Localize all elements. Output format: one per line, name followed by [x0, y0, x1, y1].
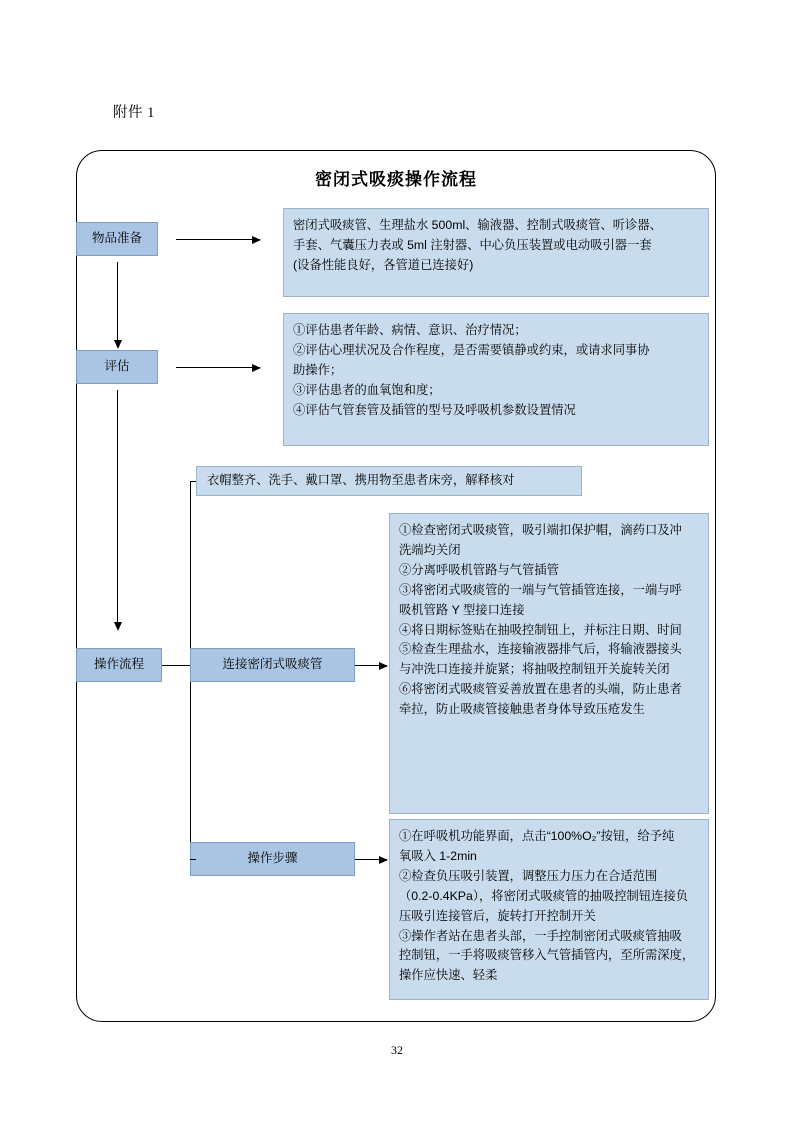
node-connect-tube: [190, 648, 355, 682]
steps-detail-line-1: 氧吸入 1-2min: [399, 848, 477, 863]
node-procedure-flow: [76, 648, 162, 682]
supplies-detail-line-0: 密闭式吸痰管、生理盐水 500ml、输液器、控制式吸痰管、听诊器、: [293, 218, 662, 232]
arrow-connect-to-detail: [355, 665, 387, 666]
steps-detail-line-7: 操作应快速、轻柔: [399, 968, 498, 983]
node-assessment: [76, 350, 158, 384]
node-steps: [190, 842, 355, 876]
node-steps-label: 操作步骤: [247, 851, 298, 866]
node-assessment-label: 评估: [104, 359, 130, 374]
arrow-assessment-to-procedure: [117, 390, 118, 622]
node-supplies: [76, 222, 158, 256]
supplies-detail-line-1: 手套、气囊压力表或 5ml 注射器、中心负压装置或电动吸引器一套: [293, 237, 652, 252]
connect-detail-line-0: ①检查密闭式吸痰管，吸引端扣保护帽，滴药口及冲: [399, 523, 682, 537]
node-connect-tube-label: 连接密闭式吸痰管: [222, 657, 323, 672]
steps-detail-line-4: 压吸引连接管后，旋转打开控制开关: [399, 908, 596, 923]
arrow-supplies-to-assessment: [117, 262, 118, 340]
connect-detail-line-2: ②分离呼吸机管路与气管插管: [399, 562, 559, 577]
steps-detail-line-6: 控制钮，一手将吸痰管移入气管插管内，至所需深度，: [399, 948, 695, 963]
prep-note-label: 衣帽整齐、洗手、戴口罩、携用物至患者床旁，解释核对: [207, 473, 515, 488]
assessment-detail-line-3: ③评估患者的血氧饱和度；: [293, 382, 441, 397]
arrow-assessment-to-detail: [176, 367, 260, 368]
connect-detail-line-7: 与冲洗口连接并旋紧；将抽吸控制钮开关旋转关闭: [399, 662, 670, 677]
connect-detail-line-3: ③将密闭式吸痰管的一端与气管插管连接，一端与呼: [399, 582, 682, 597]
connector-spine-to-steps: [190, 859, 196, 860]
prep-note-box: [196, 466, 582, 496]
assessment-detail-line-2: 助操作；: [293, 362, 343, 377]
assessment-detail-line-4: ④评估气管套管及插管的型号及呼吸机参数设置情况: [293, 402, 576, 417]
connect-detail-line-4: 吸机管路 Y 型接口连接: [399, 602, 525, 617]
node-procedure-flow-label: 操作流程: [93, 657, 144, 672]
connect-detail-line-9: 牵拉，防止吸痰管接触患者身体导致压疮发生: [399, 702, 645, 717]
connect-detail-line-1: 洗端均关闭: [399, 542, 461, 557]
page-title: 密闭式吸痰操作流程: [315, 170, 477, 189]
connect-detail-box: [389, 513, 709, 814]
connect-detail-line-8: ⑥将密闭式吸痰管妥善放置在患者的头端，防止患者: [399, 682, 682, 697]
connect-detail-line-6: ⑤检查生理盐水，连接输液器排气后，将输液器接头: [399, 642, 682, 657]
attachment-label: 附件 1: [113, 105, 155, 121]
assessment-detail-line-1: ②评估心理状况及合作程度，是否需要镇静或约束，或请求同事协: [293, 342, 650, 357]
supplies-detail-box: [283, 208, 709, 297]
steps-detail-box: [389, 819, 709, 1000]
steps-detail-line-2: ②检查负压吸引装置，调整压力压力在合适范围: [399, 868, 658, 883]
page-number: 32: [391, 1043, 403, 1057]
steps-detail-line-5: ③操作者站在患者头部，一手控制密闭式吸痰管抽吸: [399, 928, 682, 943]
arrow-steps-to-detail: [355, 859, 387, 860]
steps-detail-line-0: ①在呼吸机功能界面，点击“100%O₂”按钮，给予纯: [399, 829, 675, 843]
assessment-detail-line-0: ①评估患者年龄、病情、意识、治疗情况；: [293, 323, 527, 337]
arrow-supplies-to-detail: [176, 239, 260, 240]
connector-procedure-to-spine: [162, 665, 190, 666]
node-supplies-label: 物品准备: [91, 231, 142, 246]
connect-detail-line-5: ④将日期标签贴在抽吸控制钮上，并标注日期、时间: [399, 622, 682, 637]
steps-detail-line-3: （0.2-0.4KPa），将密闭式吸痰管的抽吸控制钮连接负: [399, 888, 689, 903]
supplies-detail-line-2: (设备性能良好，各管道已连接好): [293, 257, 474, 272]
assessment-detail-box: [283, 313, 709, 446]
